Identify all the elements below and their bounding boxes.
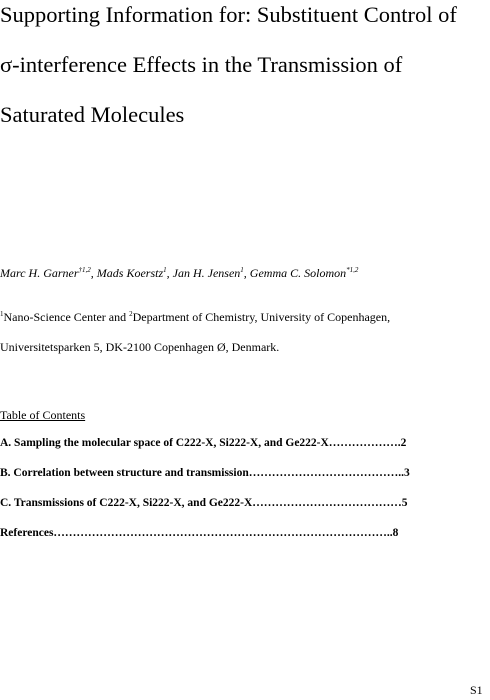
title-line-1: Supporting Information for: Substituent Control of: [0, 2, 457, 27]
toc-entry[interactable]: A. Sampling the molecular space of C222-X, Si222-X, and Ge222-X……………….2: [0, 437, 407, 449]
toc-entry[interactable]: B. Correlation between structure and transmission…………………………………..3: [0, 467, 410, 479]
affiliation-mark: 2: [129, 310, 133, 318]
author-affiliation-mark: 1: [163, 266, 167, 274]
author-list: Marc H. Garner$^{\dagger 1,2}$, Mads Koerstz$^1$, Jan H. Jensen$^1$, Gemma C. Solomon$^{*1,2}$: [0, 266, 359, 280]
affiliation-line-1: [0, 310, 390, 325]
affiliation-text: Nano-Science Center and: [3, 310, 130, 324]
page-number: S1: [470, 683, 483, 697]
author-name: Gemma C. Solomon: [249, 266, 347, 280]
author-name: Jan H. Jensen: [172, 266, 241, 280]
title-line-3: Saturated Molecules: [0, 102, 185, 127]
author-affiliation-mark: †1,2: [78, 266, 91, 274]
toc-entry[interactable]: C. Transmissions of C222-X, Si222-X, and Ge222-X…………………………………5: [0, 497, 408, 509]
author-name: Marc H. Garner: [0, 266, 79, 280]
toc-heading: Table of Contents: [0, 408, 86, 422]
affiliation-text: Department of Chemistry, University of Copenhagen,: [132, 310, 391, 324]
affiliation-line-2: Universitetsparken 5, DK-2100 Copenhagen Ø, Denmark.: [0, 340, 280, 354]
toc-entry[interactable]: References……………………………………………………………………………..8: [0, 527, 399, 539]
affiliation-mark: 1: [0, 310, 4, 318]
author-name: Mads Koerstz: [96, 266, 164, 280]
title-line-2: σ-interference Effects in the Transmission of: [0, 52, 403, 77]
author-affiliation-mark: *1,2: [346, 266, 359, 274]
author-affiliation-mark: 1: [240, 266, 244, 274]
